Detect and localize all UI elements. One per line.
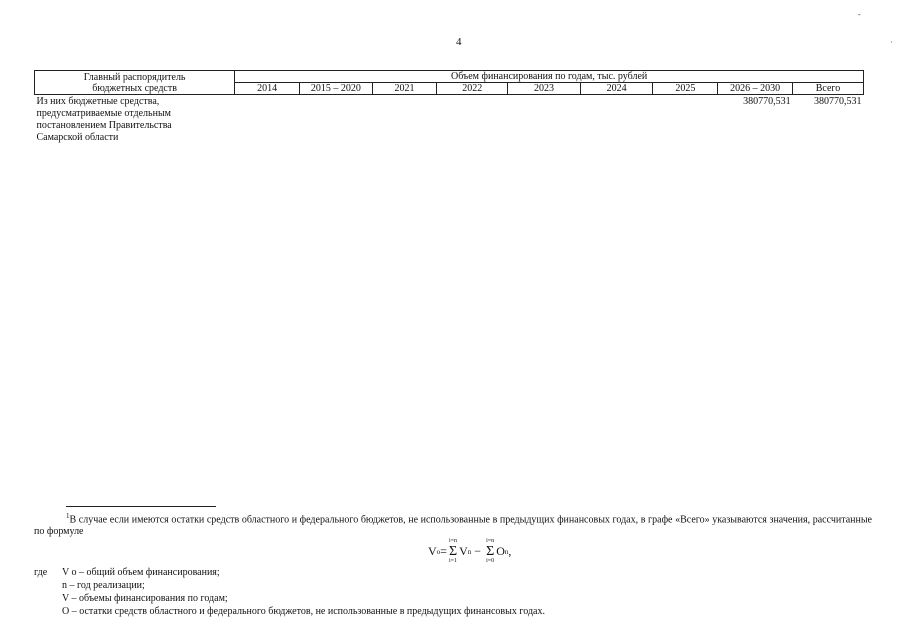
header-total: Всего — [793, 83, 864, 95]
header-financing-group: Объем финансирования по годам, тыс. рублей — [235, 71, 864, 83]
formula-term2-sub: n — [504, 547, 509, 556]
financing-table — [34, 70, 864, 145]
row-label — [35, 95, 235, 146]
value-2026-2030: 380770,531 — [743, 96, 791, 107]
header-year: 2023 — [508, 83, 581, 95]
header-budget-holder — [35, 71, 235, 95]
footnote-text: В случае если имеются остатки средств областного и федерального бюджетов, не использованные в предыдущих финансовых годах, в графе «Всего» указываются значения, рассчитанные по формуле — [34, 514, 872, 538]
footnote-divider — [66, 506, 216, 507]
page-number: 4 — [456, 36, 462, 48]
formula-minus: − — [474, 544, 482, 558]
header-year: 2024 — [580, 83, 653, 95]
header-year: 2026 – 2030 — [718, 83, 793, 95]
header-year: 2015 – 2020 — [300, 83, 373, 95]
formula — [428, 538, 511, 565]
formula-term2: O — [496, 544, 505, 558]
sum-sign-1 — [449, 538, 457, 565]
value-2014 — [235, 95, 300, 146]
row-label-line: Из них бюджетные средства, — [36, 96, 160, 107]
row-label-line: предусматриваемые отдельным — [36, 108, 172, 119]
value-2021 — [372, 95, 437, 146]
sum-sign-2 — [486, 538, 494, 565]
sigma-symbol: Σ — [486, 544, 495, 559]
value-2015-2020 — [300, 95, 373, 146]
legend-item: V о – общий объем финансирования; — [62, 567, 220, 578]
formula-legend — [34, 566, 545, 618]
formula-eq: = — [440, 544, 447, 558]
value-2022 — [437, 95, 508, 146]
formula-term1: V — [459, 544, 468, 558]
header-budget-holder-line1: Главный распорядитель — [83, 71, 186, 83]
header-year: 2014 — [235, 83, 300, 95]
formula-term1-sub: n — [467, 547, 472, 556]
header-year: 2021 — [372, 83, 437, 95]
legend-item: O – остатки средств областного и федерального бюджетов, не использованные в предыдущих финансовых годах. — [62, 606, 545, 617]
sum2-lower: i=0 — [486, 558, 495, 564]
footnote-marker: 1 — [66, 512, 70, 520]
table-row — [35, 95, 864, 146]
header-budget-holder-line2: бюджетных средств — [92, 82, 177, 94]
sum1-lower: i=1 — [449, 558, 458, 564]
row-label-line: Самарской области — [36, 132, 119, 143]
sum1-upper: i=n — [449, 538, 458, 544]
formula-tail: , — [508, 544, 512, 558]
value-2025 — [653, 95, 718, 146]
scan-artifact: - — [858, 10, 861, 19]
sigma-symbol: Σ — [448, 544, 458, 559]
sum2-upper: i=n — [486, 538, 495, 544]
value-total: 380770,531 — [814, 96, 862, 107]
formula-lhs: V — [428, 544, 437, 558]
row-label-line: постановлением Правительства — [36, 120, 172, 131]
legend-lead: где — [34, 567, 48, 578]
legend-item: V – объемы финансирования по годам; — [62, 593, 228, 604]
value-2024 — [580, 95, 653, 146]
footnote — [34, 510, 872, 538]
value-2023 — [508, 95, 581, 146]
legend-item: n – год реализации; — [62, 580, 145, 591]
header-year: 2025 — [653, 83, 718, 95]
header-year: 2022 — [437, 83, 508, 95]
formula-lhs-sub: o — [436, 547, 441, 556]
scan-artifact: · — [890, 38, 893, 47]
